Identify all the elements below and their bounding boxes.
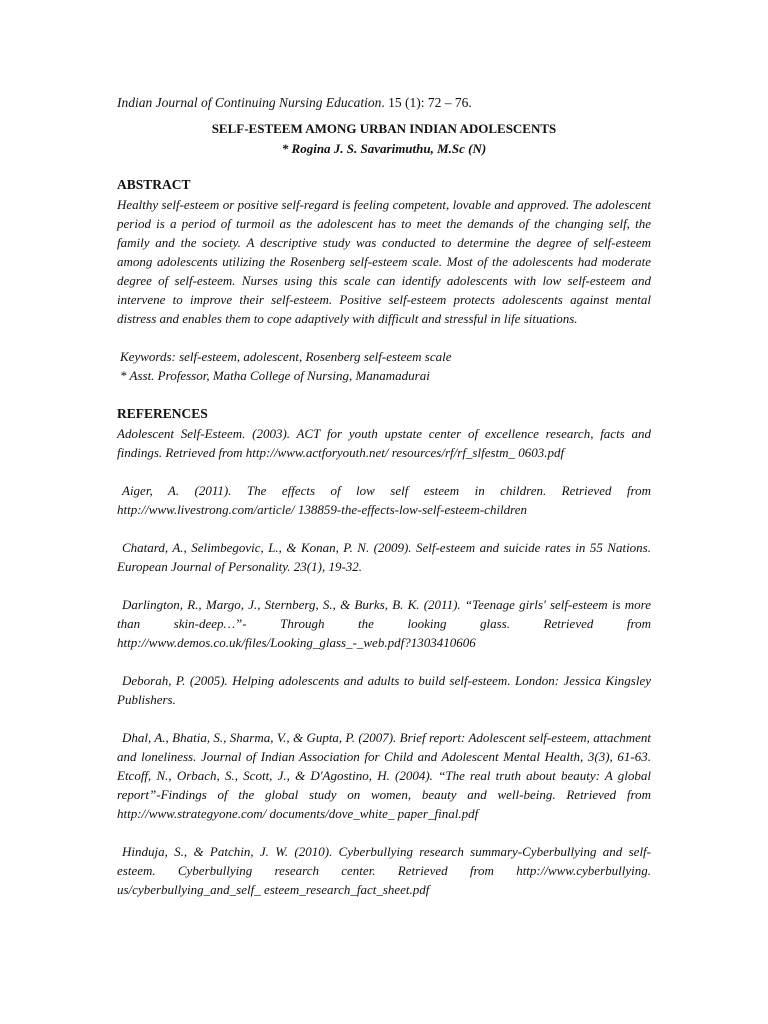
reference-item: Darlington, R., Margo, J., Sternberg, S., & Burks, B. K. (2011). “Teenage girls' self-esteem is more than skin-deep…”- Through the looking glass. Retrieved from http://www.demos.co.uk/files/Looking_glass_-_web.pdf?1303410606 <box>117 597 651 650</box>
references-heading: REFERENCES <box>117 406 208 421</box>
reference-item: Chatard, A., Selimbegovic, L., & Konan, P. N. (2009). Self-esteem and suicide rates in 55 Nations. European Journal of Personality. 23(1), 19-32. <box>117 540 651 574</box>
keywords: Keywords: self-esteem, adolescent, Rosenberg self-esteem scale <box>120 349 452 364</box>
paper-title: SELF-ESTEEM AMONG URBAN INDIAN ADOLESCENTS <box>211 121 557 136</box>
reference-item: Hinduja, S., & Patchin, J. W. (2010). Cyberbullying research summary-Cyberbullying and self-esteem. Cyberbullying research center. Retrieved from http://www.cyberbullying. us/cyberbullying_and_self_ esteem_research_fact_sheet.pdf <box>117 844 651 897</box>
journal-volume-pages: . 15 (1): 72 – 76. <box>381 95 472 110</box>
reference-item: Aiger, A. (2011). The effects of low self esteem in children. Retrieved from http://www.livestrong.com/article/ 138859-the-effects-low-self-esteem-children <box>117 483 651 517</box>
paper-author: * Rogina J. S. Savarimuthu, M.Sc (N) <box>281 141 487 156</box>
paper-page <box>117 93 651 918</box>
author-affiliation: * Asst. Professor, Matha College of Nursing, Manamadurai <box>120 368 430 383</box>
journal-name: Indian Journal of Continuing Nursing Education <box>117 95 382 110</box>
abstract-heading: ABSTRACT <box>117 177 191 192</box>
reference-item: Deborah, P. (2005). Helping adolescents and adults to build self-esteem. London: Jessica Kingsley Publishers. <box>117 673 651 707</box>
journal-citation <box>117 93 651 113</box>
abstract-text: Healthy self-esteem or positive self-regard is feeling competent, lovable and approved. The adolescent period is a period of turmoil as the adolescent has to meet the demands of the changing self, the family and the society. A descriptive study was conducted to determine the degree of self-esteem among adolescents utilizing the Rosenberg self-esteem scale. Most of the adolescents had moderate degree of self-esteem. Nurses using this scale can identify adolescents with low self-esteem and intervene to improve their self-esteem. Positive self-esteem protects adolescents against mental distress and enables them to cope adaptively with difficult and stressful in life situations. <box>117 197 651 326</box>
reference-list <box>117 424 651 899</box>
reference-item: Dhal, A., Bhatia, S., Sharma, V., & Gupta, P. (2007). Brief report: Adolescent self-esteem, attachment and loneliness. Journal of Indian Association for Child and Adolescent Mental Health, 3(3), 61-63. Etcoff, N., Orbach, S., Scott, J., & D'Agostino, H. (2004). “The real truth about beauty: A global report”-Findings of the global study on women, beauty and well-being. Retrieved from http://www.strategyone.com/ documents/dove_white_ paper_final.pdf <box>117 730 651 821</box>
reference-item: Adolescent Self-Esteem. (2003). ACT for youth upstate center of excellence research, facts and findings. Retrieved from http://www.actforyouth.net/ resources/rf/rf_slfestm_ 0603.pdf <box>117 426 651 460</box>
